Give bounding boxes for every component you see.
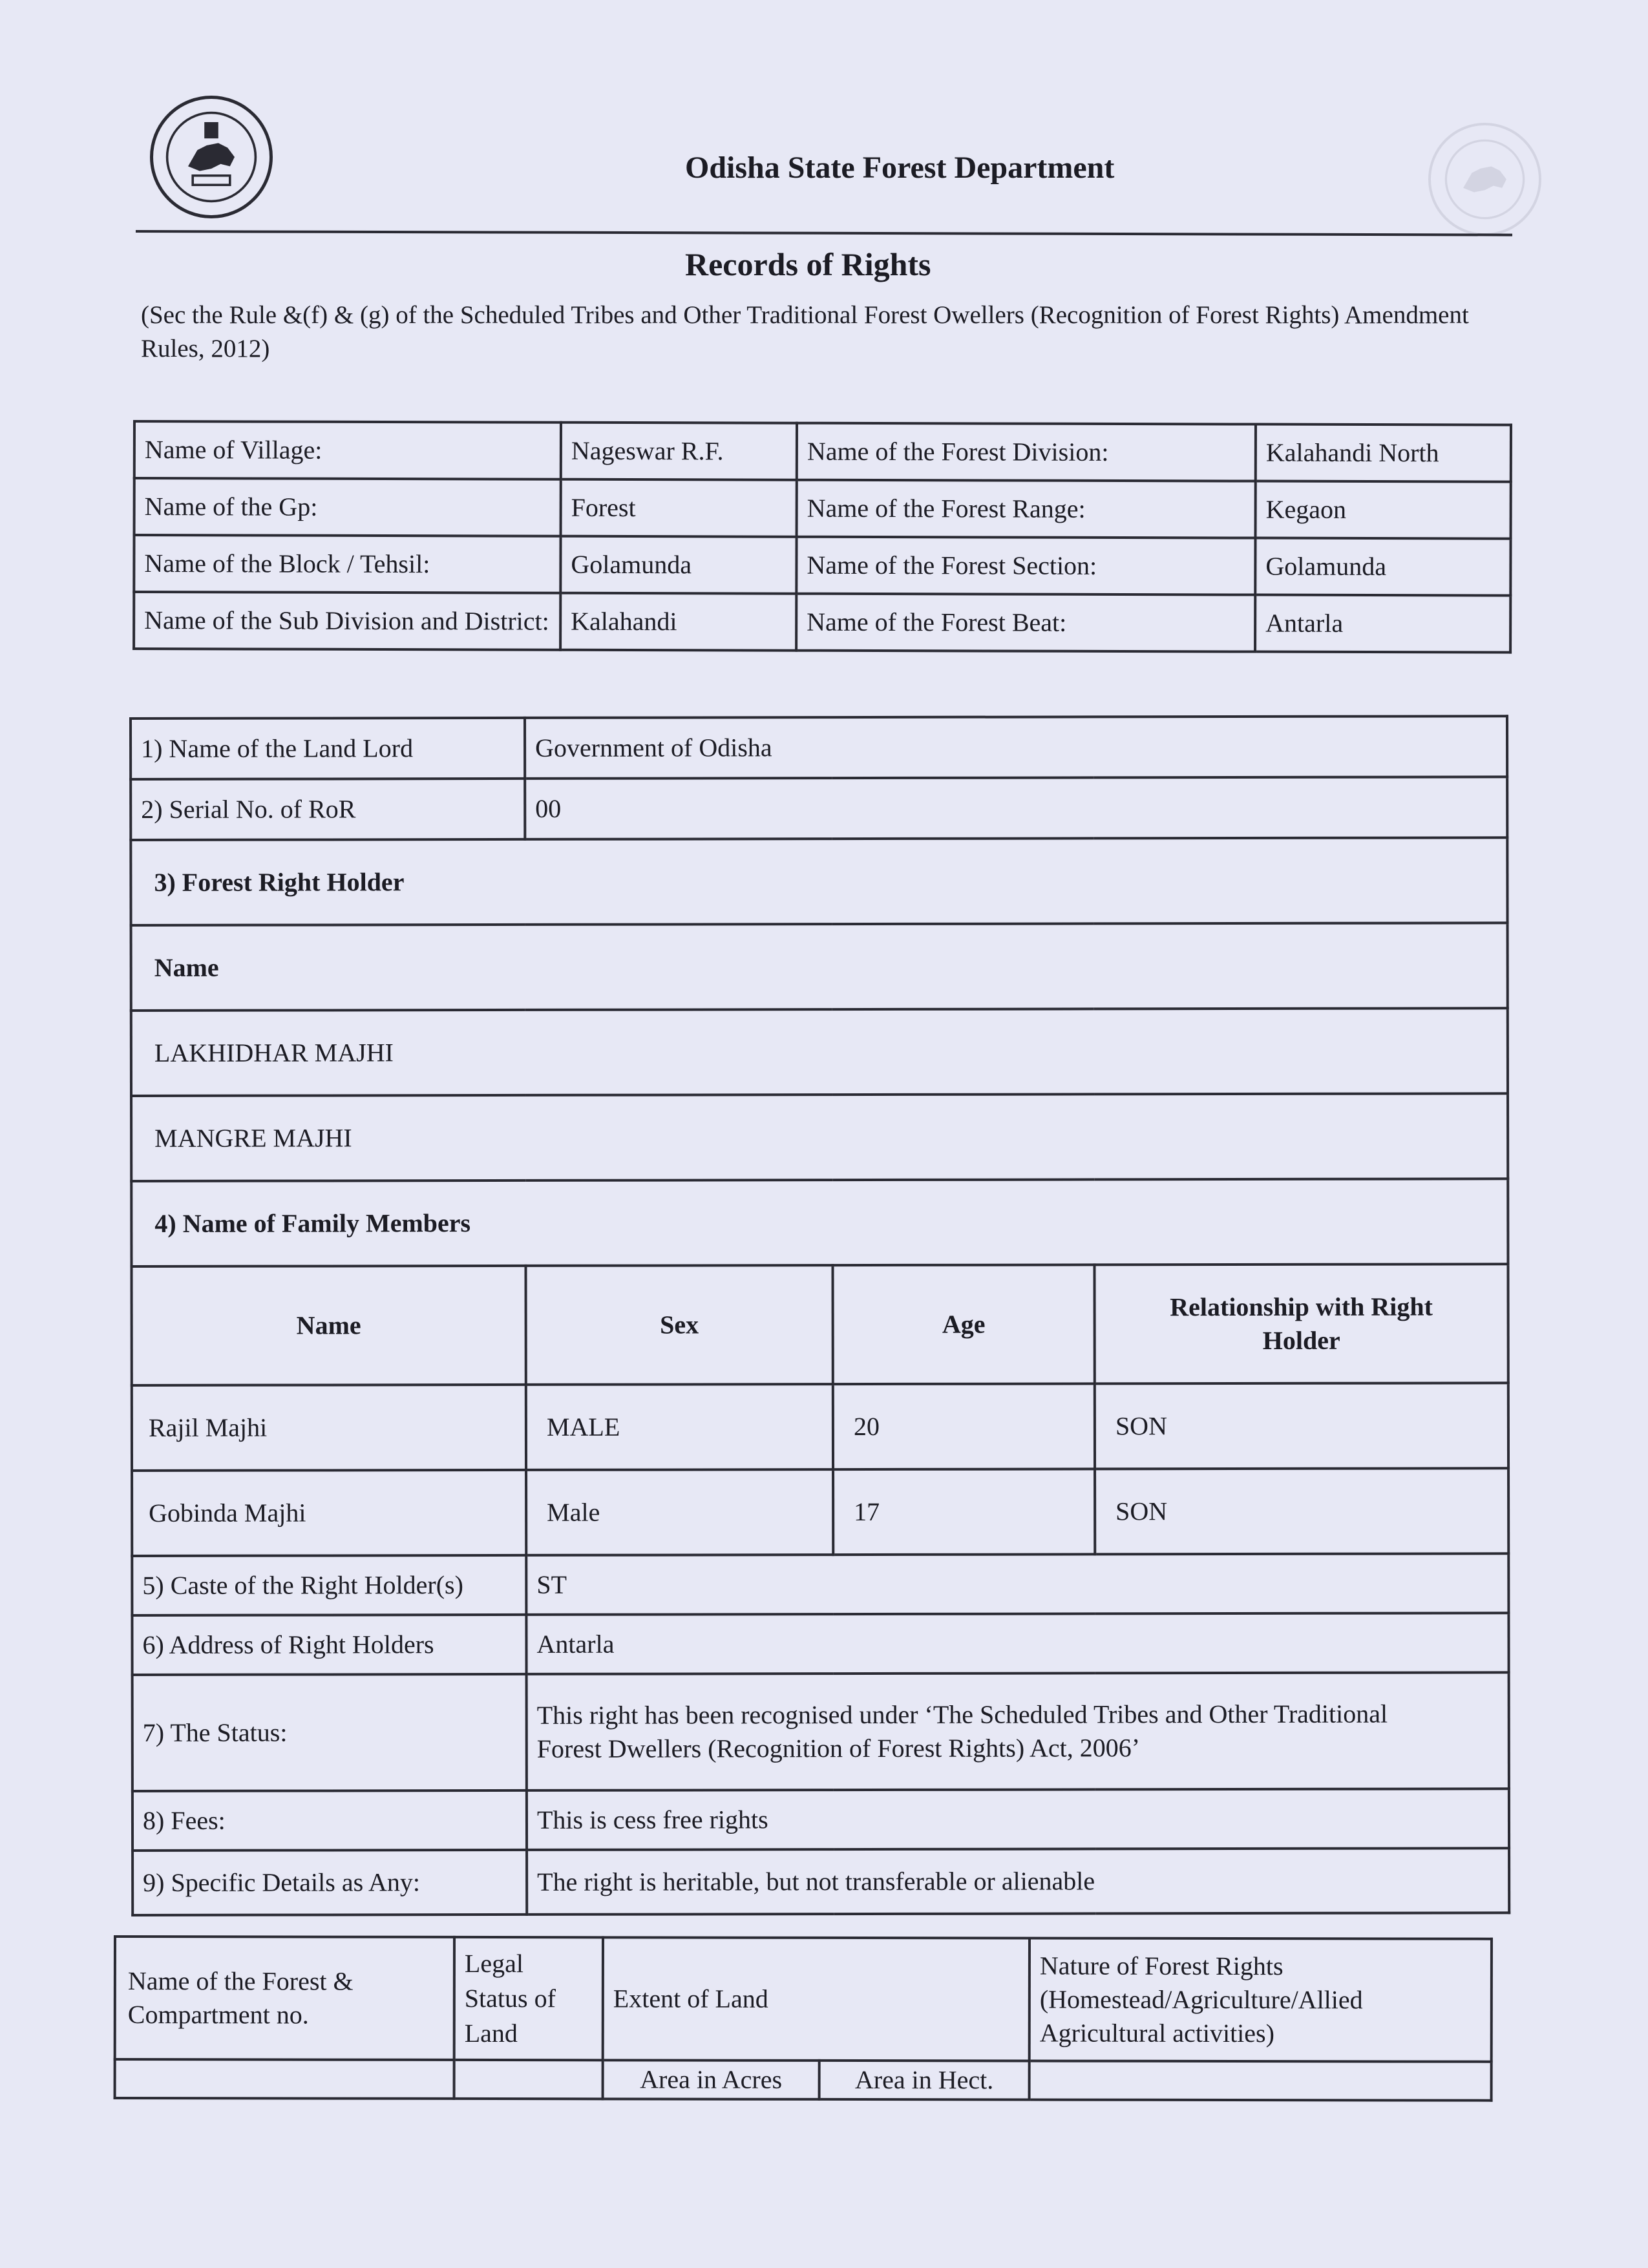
forest-beat-label: Name of the Forest Beat: [796, 594, 1255, 652]
table-row [134, 478, 1511, 539]
holder-heading: 3) Forest Right Holder [131, 837, 1507, 925]
village-value: Nageswar R.F. [561, 423, 797, 480]
table-row [134, 421, 1511, 482]
forest-division-value: Kalahandi North [1256, 425, 1511, 482]
caste-label: 5) Caste of the Right Holder(s) [132, 1555, 526, 1615]
area-acres-header: Area in Acres [603, 2060, 819, 2099]
area-hect-header: Area in Hect. [819, 2061, 1030, 2100]
gp-label: Name of the Gp: [134, 478, 561, 536]
location-table [132, 420, 1512, 654]
landlord-value: Government of Odisha [525, 716, 1507, 779]
block-label: Name of the Block / Tehsil: [134, 535, 560, 593]
document-title: Records of Rights [685, 246, 931, 282]
serial-value: 00 [525, 777, 1507, 839]
landlord-label: 1) Name of the Land Lord [131, 718, 525, 779]
empty-cell [115, 2059, 454, 2099]
family-member-name: Gobinda Majhi [132, 1470, 526, 1556]
table-row [132, 1613, 1508, 1675]
table-row [132, 1789, 1509, 1851]
table-row [131, 777, 1507, 840]
status-value [527, 1672, 1509, 1790]
table-row [131, 837, 1507, 925]
status-line: Forest Dwellers (Recognition of Forest Rights) Act, 2006’ [536, 1733, 1141, 1763]
family-row [132, 1383, 1508, 1471]
details-value: The right is heritable, but not transferable or alienable [527, 1848, 1509, 1915]
serial-label: 2) Serial No. of RoR [131, 779, 525, 840]
table-row [131, 1179, 1508, 1266]
forest-section-value: Golamunda [1255, 538, 1510, 596]
family-header-row [131, 1264, 1508, 1385]
status-label: 7) The Status: [132, 1674, 527, 1791]
table-row [131, 1093, 1508, 1181]
faded-emblem-icon [1428, 123, 1541, 236]
subdivision-value: Kalahandi [560, 593, 796, 651]
family-member-sex: MALE [526, 1384, 833, 1470]
table-row [131, 716, 1507, 779]
empty-cell [454, 2060, 603, 2099]
table-row [132, 1672, 1509, 1791]
forest-range-label: Name of the Forest Range: [797, 480, 1256, 538]
nature-of-rights-header: Nature of Forest Rights (Homestead/Agriculture/Allied Agricultural activities) [1030, 1938, 1492, 2061]
family-col-relationship: Relationship with Right Holder [1094, 1264, 1508, 1383]
forest-extent-table [114, 1935, 1493, 2102]
family-row [132, 1468, 1508, 1556]
family-member-age: 17 [833, 1469, 1095, 1555]
table-row [134, 535, 1510, 596]
address-label: 6) Address of Right Holders [132, 1615, 526, 1675]
department-title: Odisha State Forest Department [685, 151, 1115, 185]
fees-label: 8) Fees: [132, 1790, 527, 1851]
status-line: This right has been recognised under ‘The Scheduled Tribes and Other Traditional [536, 1699, 1388, 1730]
holder-name: LAKHIDHAR MAJHI [131, 1008, 1508, 1096]
village-label: Name of Village: [134, 421, 561, 479]
subdivision-label: Name of the Sub Division and District: [134, 592, 560, 650]
forest-compartment-header: Name of the Forest & Compartment no. [115, 1937, 454, 2060]
family-member-sex: Male [526, 1469, 833, 1555]
holder-name-heading: Name [131, 923, 1508, 1011]
record-table [129, 715, 1510, 1916]
family-member-age: 20 [833, 1383, 1095, 1469]
family-member-relationship: SON [1095, 1383, 1508, 1469]
table-row [132, 1848, 1509, 1915]
family-col-name: Name [131, 1266, 525, 1385]
family-col-sex: Sex [525, 1265, 832, 1385]
gp-value: Forest [561, 479, 797, 537]
table-row [131, 923, 1508, 1011]
table-row [115, 1937, 1492, 2062]
empty-cell [1030, 2061, 1492, 2100]
document-subtitle: (Sec the Rule &(f) & (g) of the Scheduled Tribes and Other Traditional Forest Owellers (Recognition of Forest Rights) Amendment Rules, 2012) [141, 301, 1469, 362]
block-value: Golamunda [560, 536, 796, 594]
family-member-relationship: SON [1095, 1468, 1508, 1554]
extent-of-land-header: Extent of Land [603, 1937, 1030, 2061]
fees-value: This is cess free rights [527, 1789, 1509, 1850]
family-heading: 4) Name of Family Members [131, 1179, 1508, 1266]
table-row [115, 2059, 1492, 2101]
header-divider [136, 230, 1512, 236]
family-member-name: Rajil Majhi [132, 1385, 526, 1471]
odisha-emblem-icon [150, 96, 273, 218]
holder-name: MANGRE MAJHI [131, 1093, 1508, 1181]
details-label: 9) Specific Details as Any: [132, 1850, 527, 1915]
table-row [131, 1008, 1508, 1096]
legal-status-header: Legal Status of Land [454, 1937, 603, 2060]
table-row [132, 1553, 1508, 1615]
forest-beat-value: Antarla [1255, 595, 1510, 653]
table-row [134, 592, 1510, 653]
family-col-age: Age [832, 1265, 1094, 1384]
caste-value: ST [526, 1553, 1508, 1615]
forest-range-value: Kegaon [1256, 481, 1511, 539]
forest-section-label: Name of the Forest Section: [796, 537, 1255, 595]
forest-division-label: Name of the Forest Division: [797, 423, 1256, 481]
address-value: Antarla [526, 1613, 1508, 1674]
